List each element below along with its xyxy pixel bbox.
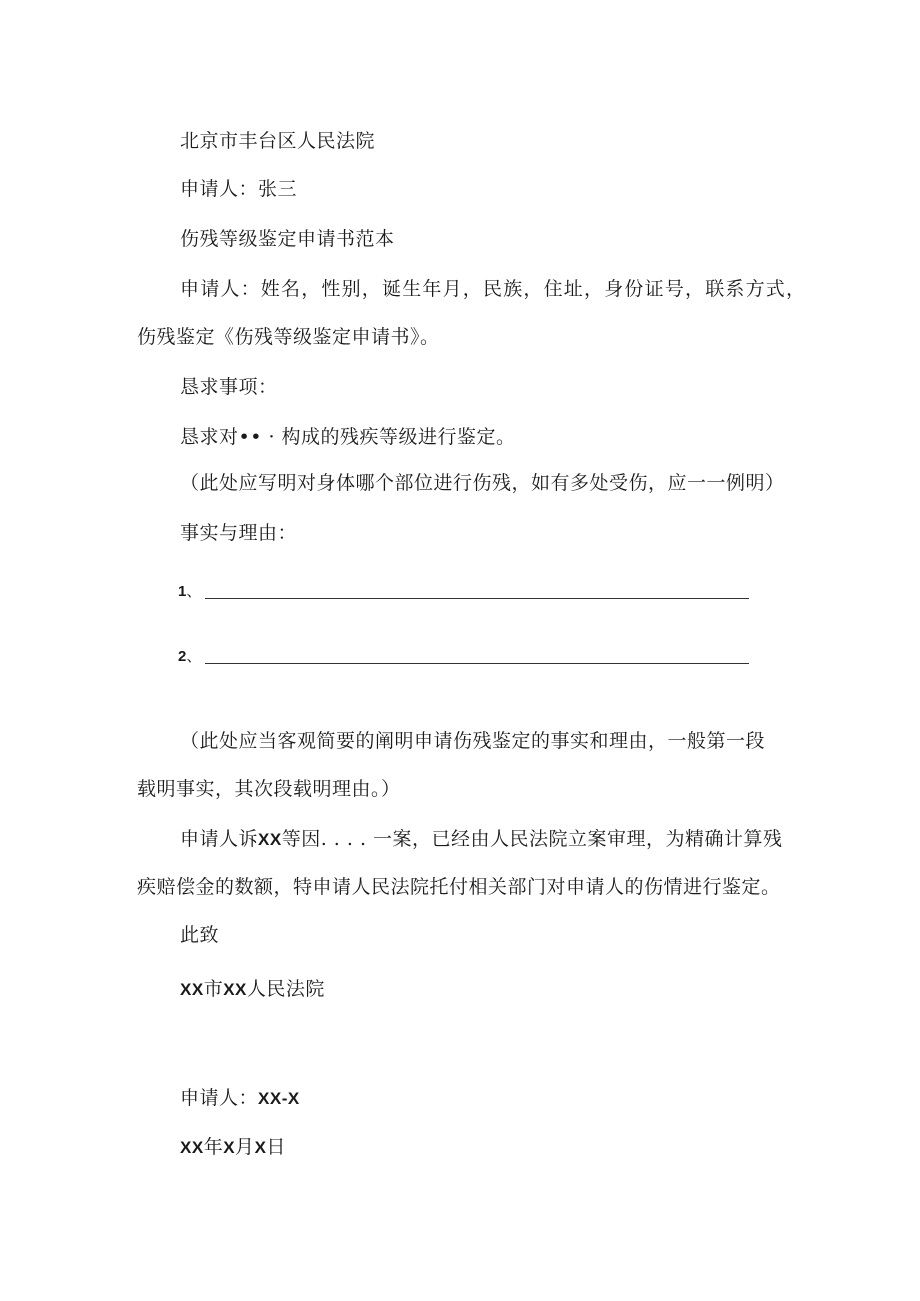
signature [180,1085,300,1112]
request-note: （此处应写明对身体哪个部位进行伤残，如有多处受伤，应一一例明） [180,472,785,494]
item2-number: 2 [178,648,187,665]
date-day-value: X [254,1138,267,1157]
statement-xx: XX [258,830,282,849]
signature-value: XX-X [258,1089,300,1108]
facts-note-line2: 载明事实，其次段载明理由。） [137,778,401,800]
statement-line2: 疾赔偿金的数额，特申请人民法院托付相关部门对申请人的伤情进行鉴定。 [137,876,781,898]
facts-heading: 事实与理由： [180,522,298,544]
request-heading: 恳求事项： [180,376,278,398]
date-month-value: X [223,1138,236,1157]
recipient-court: 人民法院 [246,978,325,1000]
recipient-xx2: XX [223,980,247,999]
date-year-label: 年 [203,1136,224,1158]
item1-number: 1 [178,583,187,600]
statement-part1: 申请人诉 [180,828,259,850]
recipient-city: 市 [203,978,224,1000]
recipient [180,976,325,1003]
facts-note-line1: （此处应当客观简要的阐明申请伤残鉴定的事实和理由，一般第一段 [180,730,766,752]
date-day-label: 日 [266,1136,286,1158]
signature-label: 申请人： [180,1087,259,1109]
applicant-info-line1: 申请人：姓名，性别，诞生年月，民族，住址，身份证号，联系方式， [180,278,807,300]
closing: 此致 [180,924,220,946]
item2-label [178,646,201,667]
statement-part2: 等因. . . . 一案，已经由人民法院立案审理，为精确计算残 [281,828,783,850]
date [180,1134,286,1161]
recipient-xx1: XX [180,980,204,999]
date-year-value: XX [180,1138,204,1157]
item1-separator: 、 [186,582,202,600]
request-content: 恳求对•• · 构成的残疾等级进行鉴定。 [180,426,516,448]
item2-separator: 、 [186,647,202,665]
document-title: 伤残等级鉴定申请书范本 [180,228,395,250]
item1-label [178,581,201,602]
court-header: 北京市丰台区人民法院 [180,130,376,152]
date-month-label: 月 [235,1136,255,1158]
applicant-header: 申请人：张三 [180,178,298,200]
statement-line1 [180,826,783,853]
applicant-info-line2: 伤残鉴定《伤残等级鉴定申请书》。 [137,326,440,348]
item1-blank-line[interactable] [205,598,749,599]
item2-blank-line[interactable] [205,663,749,664]
